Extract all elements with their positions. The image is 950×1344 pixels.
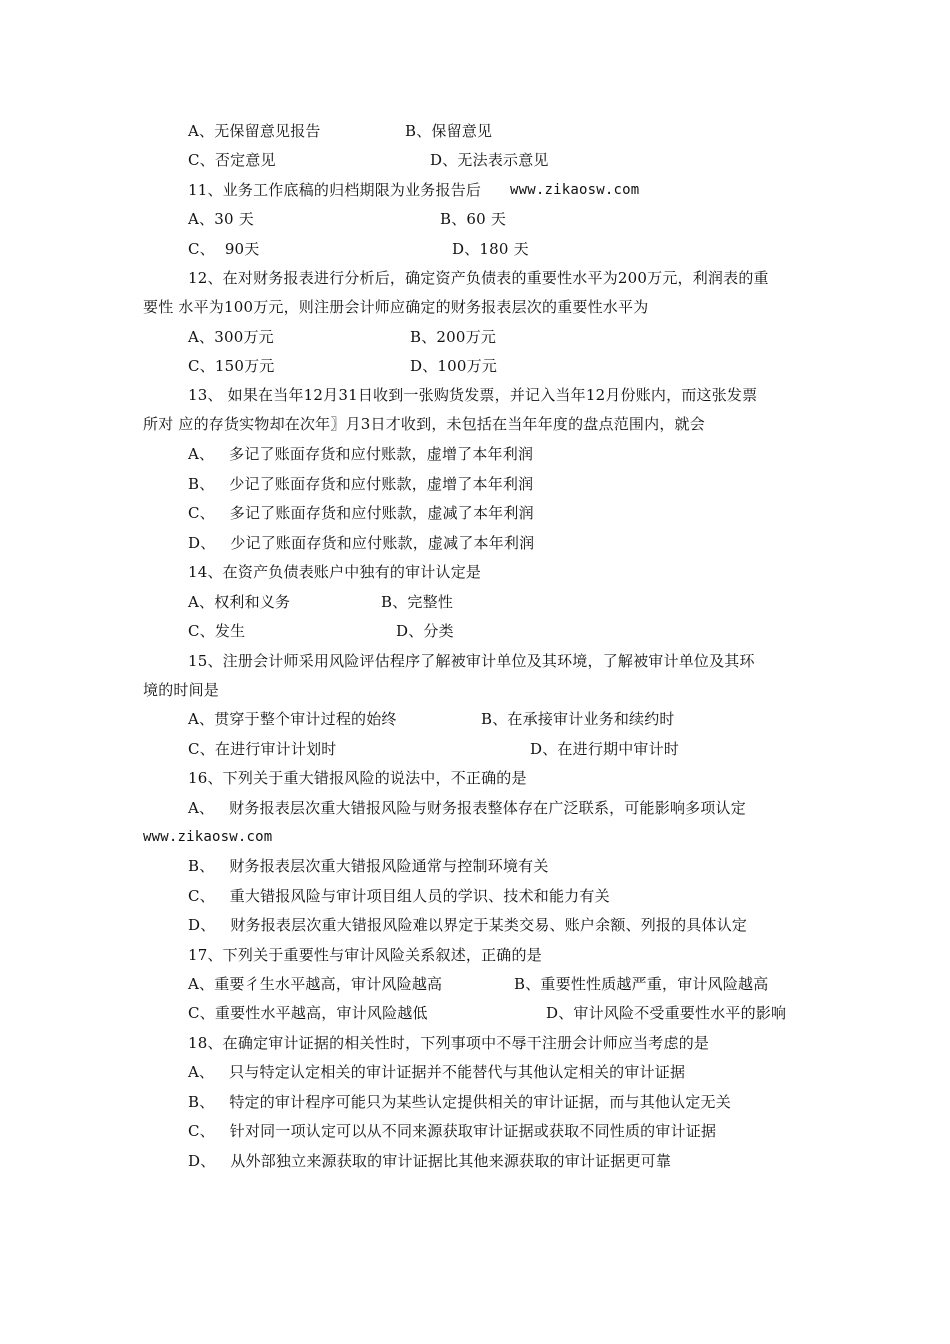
q12-stem-line1: 12、在对财务报表进行分析后，确定资产负债表的重要性水平为200万元，利润表的重	[188, 269, 769, 287]
q13-option-b: B、 少记了账面存货和应付账款，虚增了本年利润	[188, 475, 534, 493]
q15-option-b: B、在承接审计业务和续约时	[481, 710, 675, 728]
q16-option-b: B、 财务报表层次重大错报风险通常与控制环境有关	[188, 857, 549, 875]
q17-stem: 17、下列关于重要性与审计风险关系叙述，正确的是	[188, 946, 542, 964]
q13-option-a: A、 多记了账面存货和应付账款，虚增了本年利润	[188, 445, 534, 463]
q16-url: www.zikaosw.com	[143, 829, 273, 845]
q18-option-b: B、 特定的审计程序可能只为某些认定提供相关的审计证据，而与其他认定无关	[188, 1093, 731, 1111]
q18-option-c: C、 针对同一项认定可以从不同来源获取审计证据或获取不同性质的审计证据	[188, 1122, 717, 1140]
q17-option-d: D、审计风险不受重要性水平的影响	[546, 1004, 787, 1022]
q12-option-a: A、300万元	[188, 328, 274, 346]
q15-option-a: A、贯穿于整个审计过程的始终	[188, 710, 397, 728]
q12-option-c: C、150万元	[188, 357, 275, 375]
q17-option-b: B、重要性性质越严重，审计风险越高	[514, 975, 769, 993]
q14-stem: 14、在资产负债表账户中独有的审计认定是	[188, 563, 482, 581]
q18-option-d: D、 从外部独立来源获取的审计证据比其他来源获取的审计证据更可靠	[188, 1152, 672, 1170]
q13-stem-line1: 13、 如果在当年12月31日收到一张购货发票，并记入当年12月份账内，而这张发票	[188, 386, 758, 404]
q12-stem-line2: 要性 水平为100万元，则注册会计师应确定的财务报表层次的重要性水平为	[143, 298, 649, 316]
q14-option-b: B、完整性	[381, 593, 454, 611]
q10-option-a: A、无保留意见报告	[188, 122, 321, 140]
q16-stem: 16、下列关于重大错报风险的说法中，不正确的是	[188, 769, 527, 787]
q11-option-c: C、 90天	[188, 240, 260, 258]
q16-option-d: D、 财务报表层次重大错报风险难以界定于某类交易、账户余额、列报的具体认定	[188, 916, 748, 934]
q11-option-a: A、30 天	[188, 210, 254, 228]
q17-option-a: A、重要彳生水平越高，审计风险越高	[188, 975, 443, 993]
q14-option-c: C、发生	[188, 622, 246, 640]
q16-option-c: C、 重大错报风险与审计项目组人员的学识、技术和能力有关	[188, 887, 610, 905]
q10-option-c: C、否定意见	[188, 151, 276, 169]
q11-stem: 11、业务工作底稿的归档期限为业务报告后	[188, 181, 482, 199]
q18-stem: 18、在确定审计证据的相关性时，下列事项中不辱干注册会计师应当考虑的是	[188, 1034, 710, 1052]
q14-option-d: D、分类	[396, 622, 454, 640]
q14-option-a: A、权利和义务	[188, 593, 291, 611]
q15-option-d: D、在进行期中审计时	[530, 740, 680, 758]
q12-option-d: D、100万元	[410, 357, 498, 375]
q15-option-c: C、在进行审计计划时	[188, 740, 337, 758]
q10-option-b: B、保留意见	[405, 122, 493, 140]
q11-url: www.zikaosw.com	[510, 182, 640, 198]
q18-option-a: A、 只与特定认定相关的审计证据并不能替代与其他认定相关的审计证据	[188, 1063, 686, 1081]
q11-option-d: D、180 天	[452, 240, 529, 258]
q16-option-a: A、 财务报表层次重大错报风险与财务报表整体存在广泛联系，可能影响多项认定	[188, 799, 746, 817]
q15-stem-line1: 15、注册会计师采用风险评估程序了解被审计单位及其环境，了解被审计单位及其环	[188, 652, 755, 670]
q10-option-d: D、无法表示意见	[430, 151, 549, 169]
q13-stem-line2: 所对 应的存货实物却在次年〗月3日才收到，未包括在当年年度的盘点范围内，就会	[143, 415, 705, 433]
q15-stem-line2: 境的时间是	[143, 681, 220, 699]
q11-option-b: B、60 天	[440, 210, 507, 228]
q12-option-b: B、200万元	[410, 328, 497, 346]
q17-option-c: C、重要性水平越高，审计风险越低	[188, 1004, 428, 1022]
q13-option-c: C、 多记了账面存货和应付账款，虚减了本年利润	[188, 504, 534, 522]
q13-option-d: D、 少记了账面存货和应付账款，虚减了本年利润	[188, 534, 535, 552]
